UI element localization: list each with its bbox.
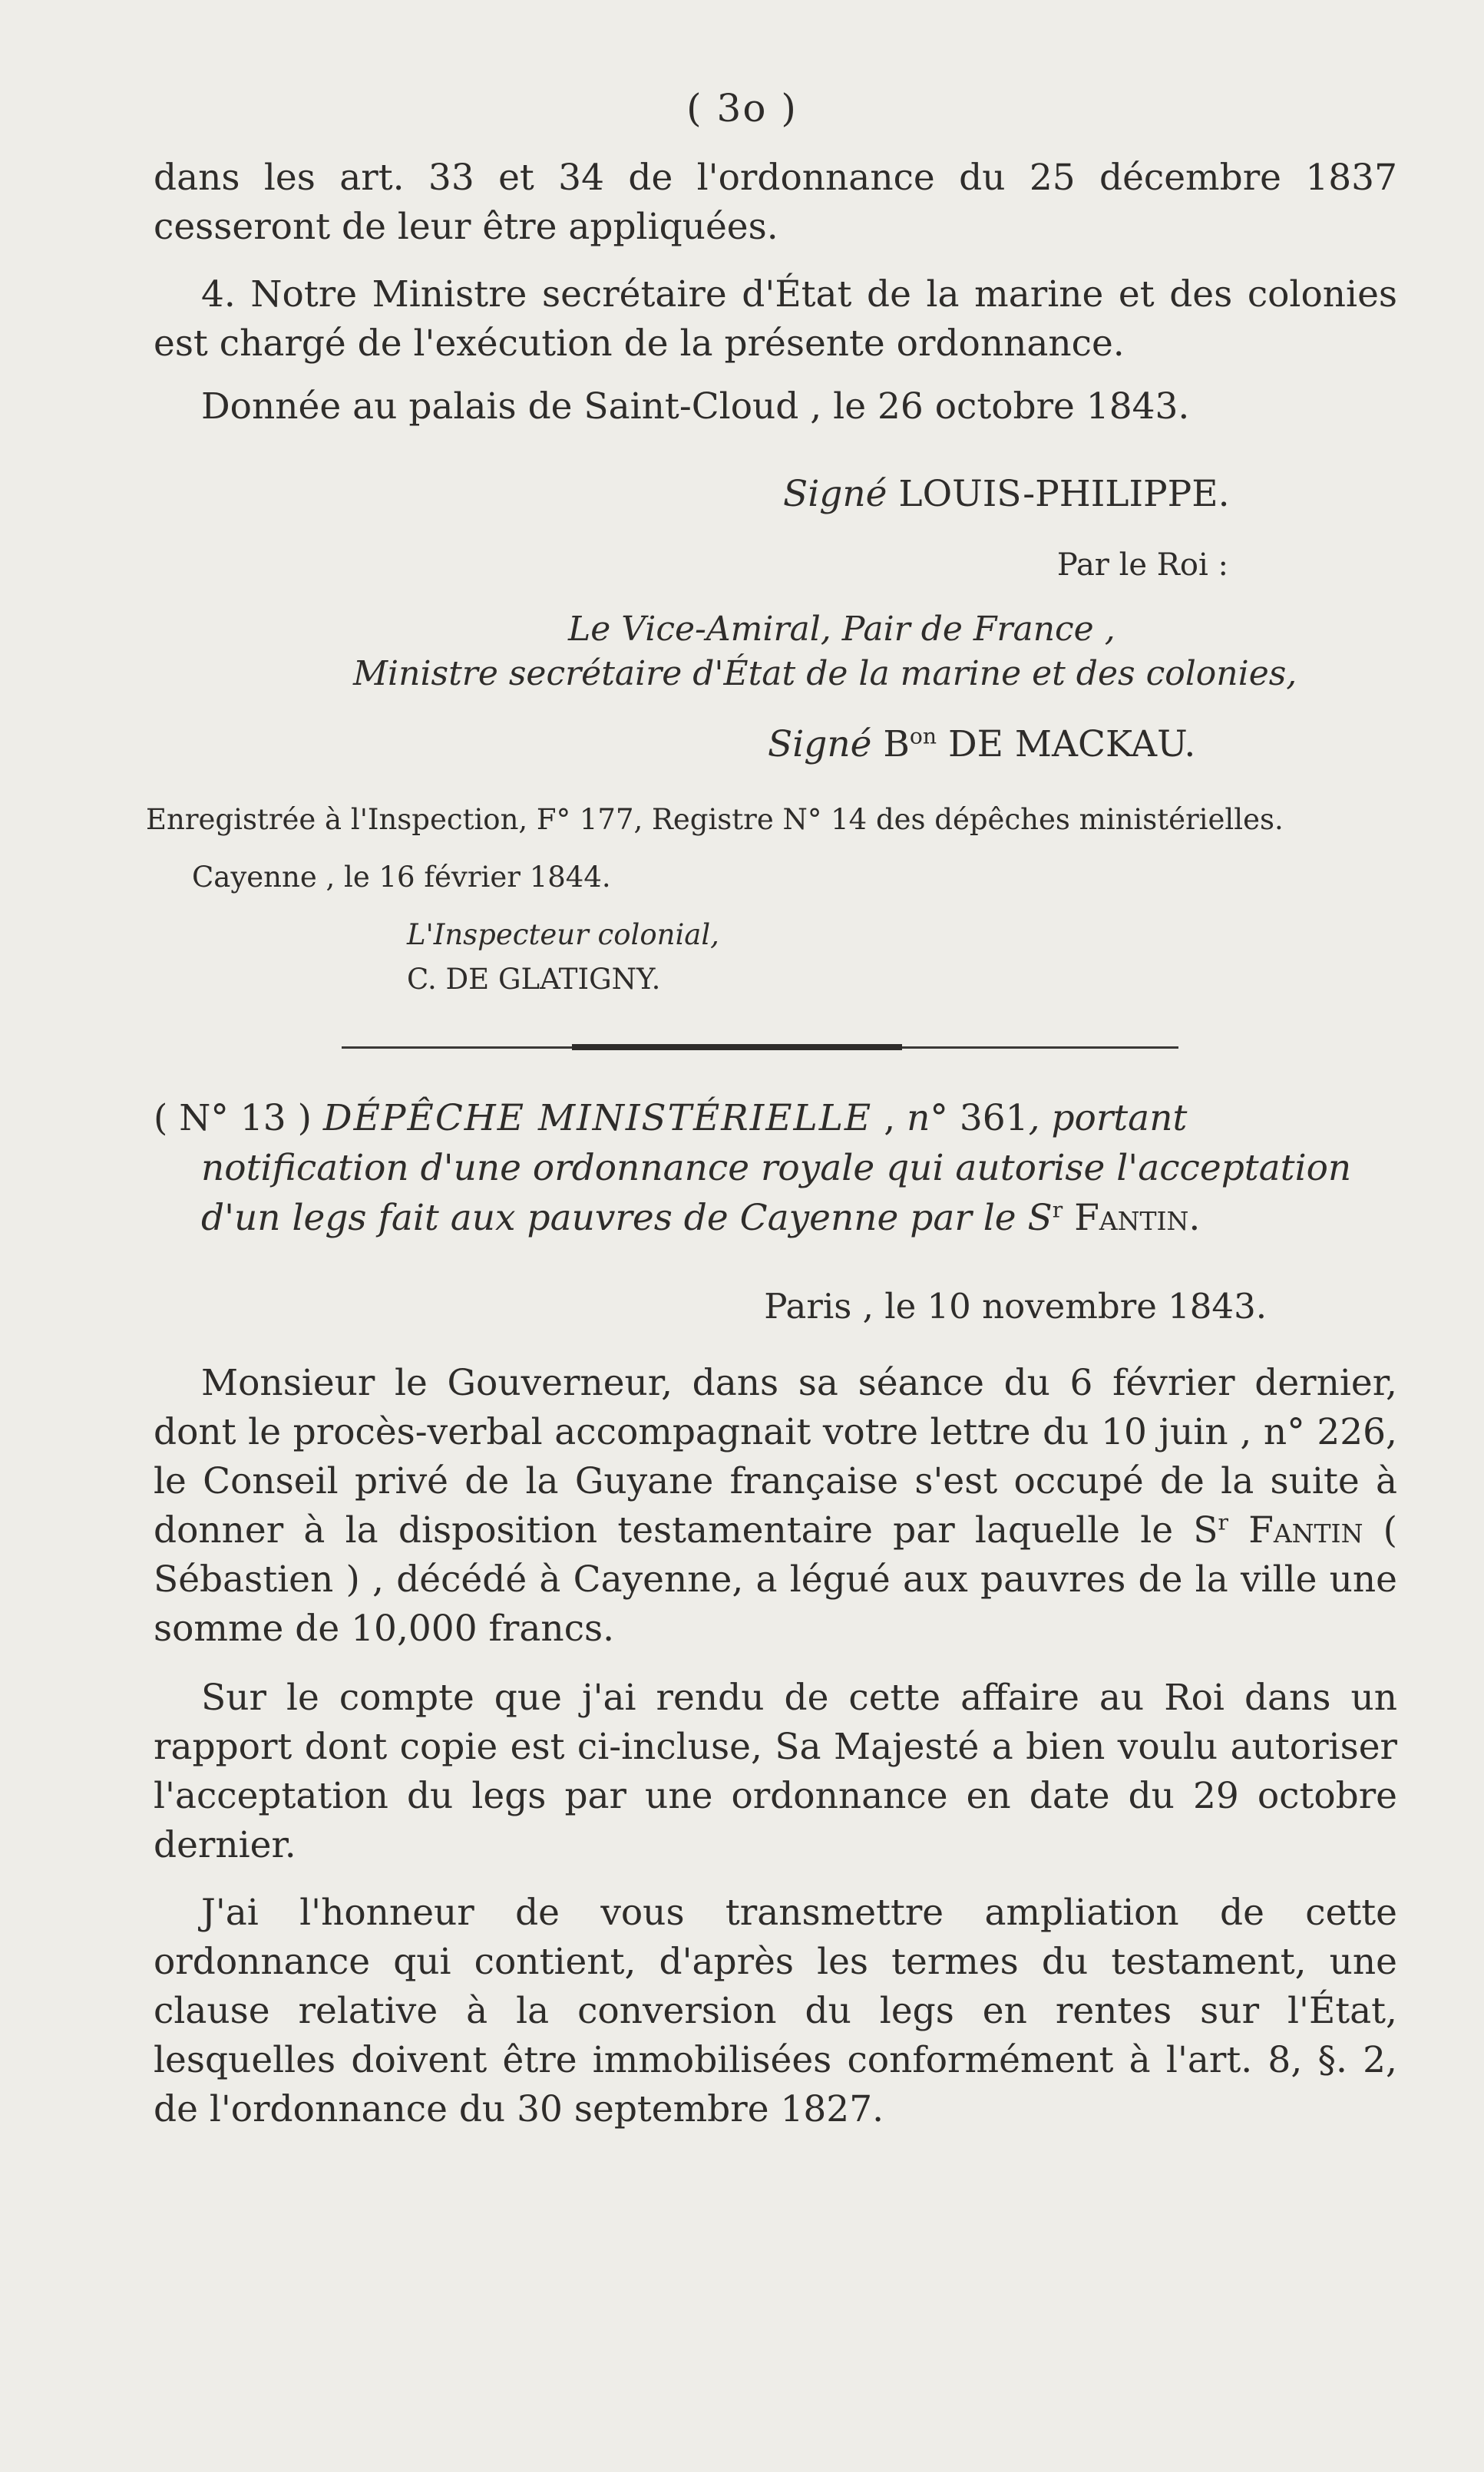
given-at-line: Donnée au palais de Saint-Cloud , le 26 octobre 1843. (201, 385, 1190, 428)
depeche-no-label: n° (907, 1097, 948, 1139)
article-4: 4. Notre Ministre secrétaire d'État de la marine et des colonies est chargé de l'exécution de la présente ordonnance. (154, 273, 1397, 365)
depeche-heading-line2: notification d'une ordonnance royale qui autorise l'acceptation (201, 1147, 1352, 1189)
signed2-b: B (883, 723, 910, 765)
signed-word: Signé (783, 473, 887, 515)
section-divider-center (572, 1044, 902, 1050)
heading-line3-name: Fantin. (1074, 1197, 1201, 1239)
inspector-title: L'Inspecteur colonial, (407, 918, 719, 951)
signed2-name: DE MACKAU. (947, 723, 1196, 765)
registration-line: Enregistrée à l'Inspection, F° 177, Registre N° 14 des dépêches ministérielles. (146, 803, 1284, 836)
depeche-heading-rest: , portant (1028, 1097, 1188, 1139)
depeche-number: ( N° 13 ) (154, 1097, 312, 1139)
p1-name: Fantin (1248, 1509, 1363, 1552)
signed-name: LOUIS-PHILIPPE. (898, 473, 1230, 515)
heading-line3-sup: r (1052, 1197, 1063, 1223)
depeche-title: DÉPÊCHE MINISTÉRIELLE (322, 1097, 873, 1139)
minister-title-line2: Ministre secrétaire d'État de la marine et des colonies, (353, 654, 1297, 693)
signature-king (154, 470, 1397, 519)
par-le-roi: Par le Roi : (1056, 547, 1228, 583)
signed2-word: Signé (768, 723, 872, 765)
inspector-name: C. DE GLATIGNY. (407, 963, 661, 996)
depeche-paragraph-3: J'ai l'honneur de vous transmettre ampliation de cette ordonnance qui contient, d'après les termes du testament, une clause relative à la conversion du legs en rentes sur l'État, lesquelles doivent être immobilisées conformément à l'art. 8, §. 2, de l'ordonnance du 30 septembre 1827. (154, 1892, 1397, 2130)
depeche-date: Paris , le 10 novembre 1843. (764, 1286, 1267, 1327)
signed2-sup: on (909, 723, 937, 749)
p1-text-a: Monsieur le Gouverneur, dans sa séance du 6 février dernier, dont le procès-verbal accompagnait votre lettre du 10 juin , n° 226, le Conseil privé de la Guyane française s'est occupé de la suite à donner à la disposition testamentaire par laquelle le S (154, 1362, 1397, 1552)
depeche-paragraph-1 (154, 1359, 1397, 1654)
signature-minister (154, 720, 1397, 769)
depeche-paragraph-2: Sur le compte que j'ai rendu de cette affaire au Roi dans un rapport dont copie est ci-incluse, Sa Majesté a bien voulu autoriser l'acceptation du legs par une ordonnance en date du 29 octobre dernier. (154, 1677, 1397, 1866)
depeche-heading-line3 (201, 1194, 1414, 1243)
p1-sup: r (1218, 1509, 1228, 1535)
page-number: ( 3o ) (686, 86, 798, 131)
depeche-heading (154, 1094, 1413, 1143)
heading-line3-text: d'un legs fait aux pauvres de Cayenne par le S (201, 1197, 1053, 1239)
depeche-no-value: 361 (959, 1097, 1029, 1139)
minister-title-line1: Le Vice-Amiral, Pair de France , (568, 610, 1115, 649)
place-date-line: Cayenne , le 16 février 1844. (192, 861, 611, 894)
article-continuation: dans les art. 33 et 34 de l'ordonnance du 25 décembre 1837 cesseront de leur être appliquées. (154, 157, 1397, 248)
p1-text-b: ( Sébastien ) , décédé à Cayenne, a légué aux pauvres de la ville une somme de 10,000 francs. (154, 1509, 1397, 1650)
depeche-sep: , (884, 1097, 896, 1139)
